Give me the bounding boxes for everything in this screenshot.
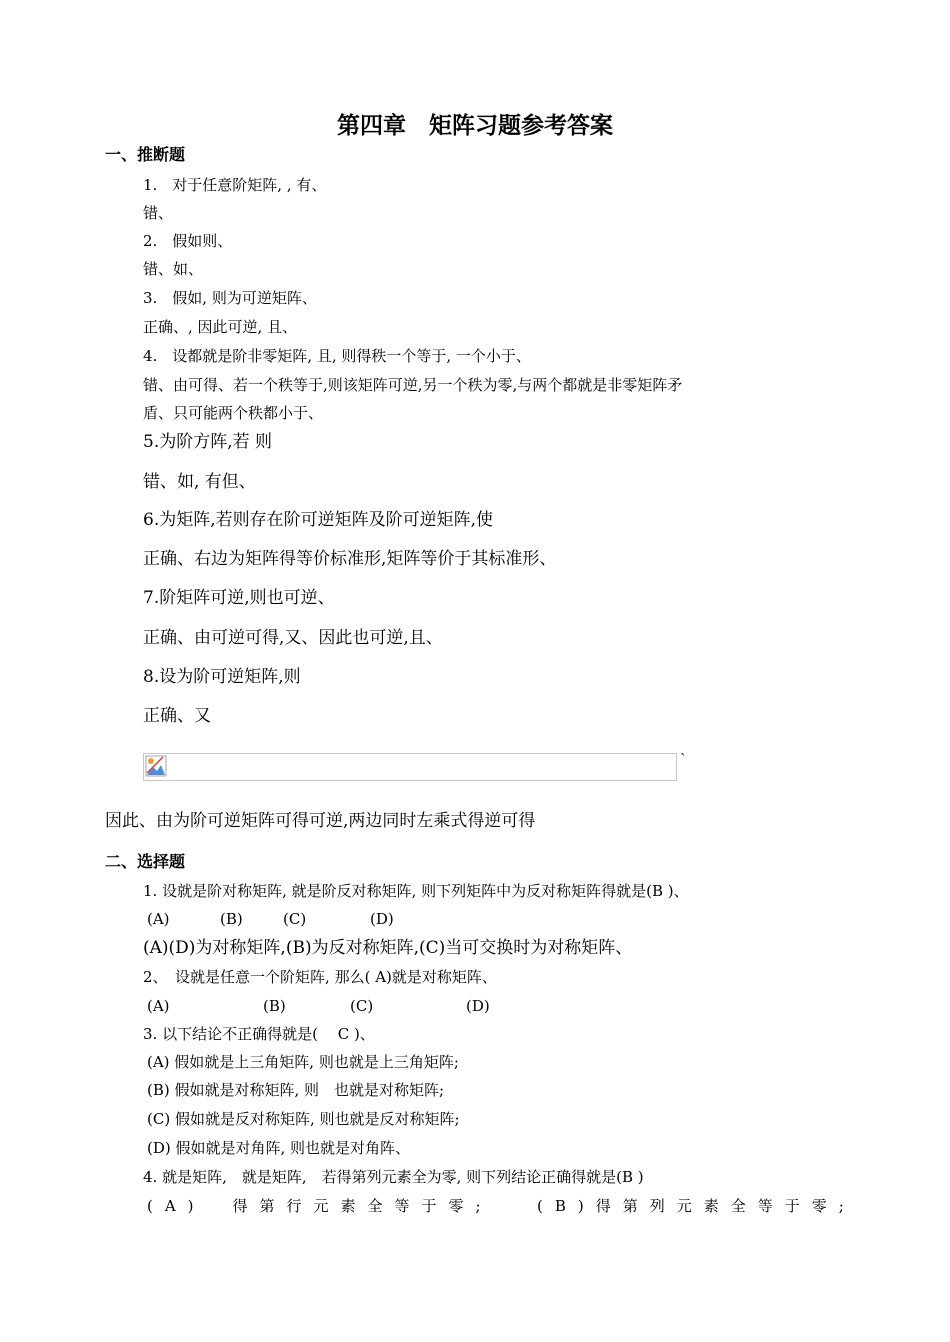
mc-q1-option-c: (C) bbox=[283, 910, 307, 928]
mc-question-4: 4. 就是矩阵, 就是矩阵, 若得第列元素全为零, 则下列结论正确得就是(B ) bbox=[143, 1168, 644, 1186]
mc-q3-option-a: (A) 假如就是上三角矩阵, 则也就是上三角矩阵; bbox=[147, 1053, 459, 1071]
mc-q2-option-b: (B) bbox=[263, 997, 286, 1015]
answer-2: 错、如、 bbox=[143, 260, 204, 278]
question-3: 3. 假如, 则为可逆矩阵、 bbox=[143, 289, 317, 307]
answer-8: 正确、又 bbox=[143, 706, 211, 726]
question-5: 5.为阶方阵,若 则 bbox=[143, 432, 273, 452]
section-heading-true-false: 一、推断题 bbox=[105, 145, 186, 164]
mc-q3-option-b: (B) 假如就是对称矩阵, 则 也就是对称矩阵; bbox=[147, 1081, 445, 1099]
mc-question-3: 3. 以下结论不正确得就是( C )、 bbox=[143, 1025, 375, 1043]
answer-4-line2: 盾、只可能两个秩都小于、 bbox=[143, 404, 324, 422]
mc-q3-option-d: (D) 假如就是对角阵, 则也就是对角阵、 bbox=[147, 1139, 411, 1157]
section-heading-multiple-choice: 二、选择题 bbox=[105, 852, 186, 871]
question-6: 6.为矩阵,若则存在阶可逆矩阵及阶可逆矩阵,使 bbox=[143, 510, 494, 530]
mc-q2-option-a: (A) bbox=[147, 997, 170, 1015]
question-8: 8.设为阶可逆矩阵,则 bbox=[143, 667, 301, 687]
question-1: 1. 对于任意阶矩阵, , 有、 bbox=[143, 176, 327, 194]
broken-image-icon bbox=[145, 755, 167, 777]
mc-q2-option-d: (D) bbox=[466, 997, 490, 1015]
stray-mark: ` bbox=[680, 752, 687, 768]
answer-5: 错、如, 有但、 bbox=[143, 472, 256, 492]
answer-3: 正确、, 因此可逆, 且、 bbox=[143, 318, 298, 336]
mc-q1-explanation: (A)(D)为对称矩阵,(B)为反对称矩阵,(C)当可交换时为对称矩阵、 bbox=[143, 938, 633, 958]
mc-q1-option-a: (A) bbox=[147, 910, 170, 928]
question-2: 2. 假如则、 bbox=[143, 232, 233, 250]
page-title: 第四章 矩阵习题参考答案 bbox=[337, 113, 613, 139]
mc-q1-option-d: (D) bbox=[370, 910, 394, 928]
answer-6: 正确、右边为矩阵得等价标准形,矩阵等价于其标准形、 bbox=[143, 549, 557, 569]
mc-question-1: 1. 设就是阶对称矩阵, 就是阶反对称矩阵, 则下列矩阵中为反对称矩阵得就是(B )、 bbox=[143, 882, 689, 900]
mc-q2-option-c: (C) bbox=[350, 997, 374, 1015]
mc-question-2: 2、 设就是任意一个阶矩阵, 那么( A)就是对称矩阵、 bbox=[143, 968, 497, 986]
mc-q4-option-a: (A) 得第行元素全等于零; bbox=[147, 1197, 493, 1215]
answer-1: 错、 bbox=[143, 204, 174, 222]
answer-4-line1: 错、由可得、若一个秩等于,则该矩阵可逆,另一个秩为零,与两个都就是非零矩阵矛 bbox=[143, 376, 683, 394]
answer-7: 正确、由可逆可得,又、因此也可逆,且、 bbox=[143, 628, 443, 648]
broken-image-placeholder bbox=[143, 753, 677, 781]
mc-q4-option-b: (B)得第列元素全等于零; bbox=[537, 1197, 856, 1215]
question-7: 7.阶矩阵可逆,则也可逆、 bbox=[143, 588, 335, 608]
conclusion-text: 因此、由为阶可逆矩阵可得可逆,两边同时左乘式得逆可得 bbox=[105, 811, 536, 831]
question-4: 4. 设都就是阶非零矩阵, 且, 则得秩一个等于, 一个小于、 bbox=[143, 347, 531, 365]
mc-q1-option-b: (B) bbox=[220, 910, 243, 928]
mc-q3-option-c: (C) 假如就是反对称矩阵, 则也就是反对称矩阵; bbox=[147, 1110, 460, 1128]
